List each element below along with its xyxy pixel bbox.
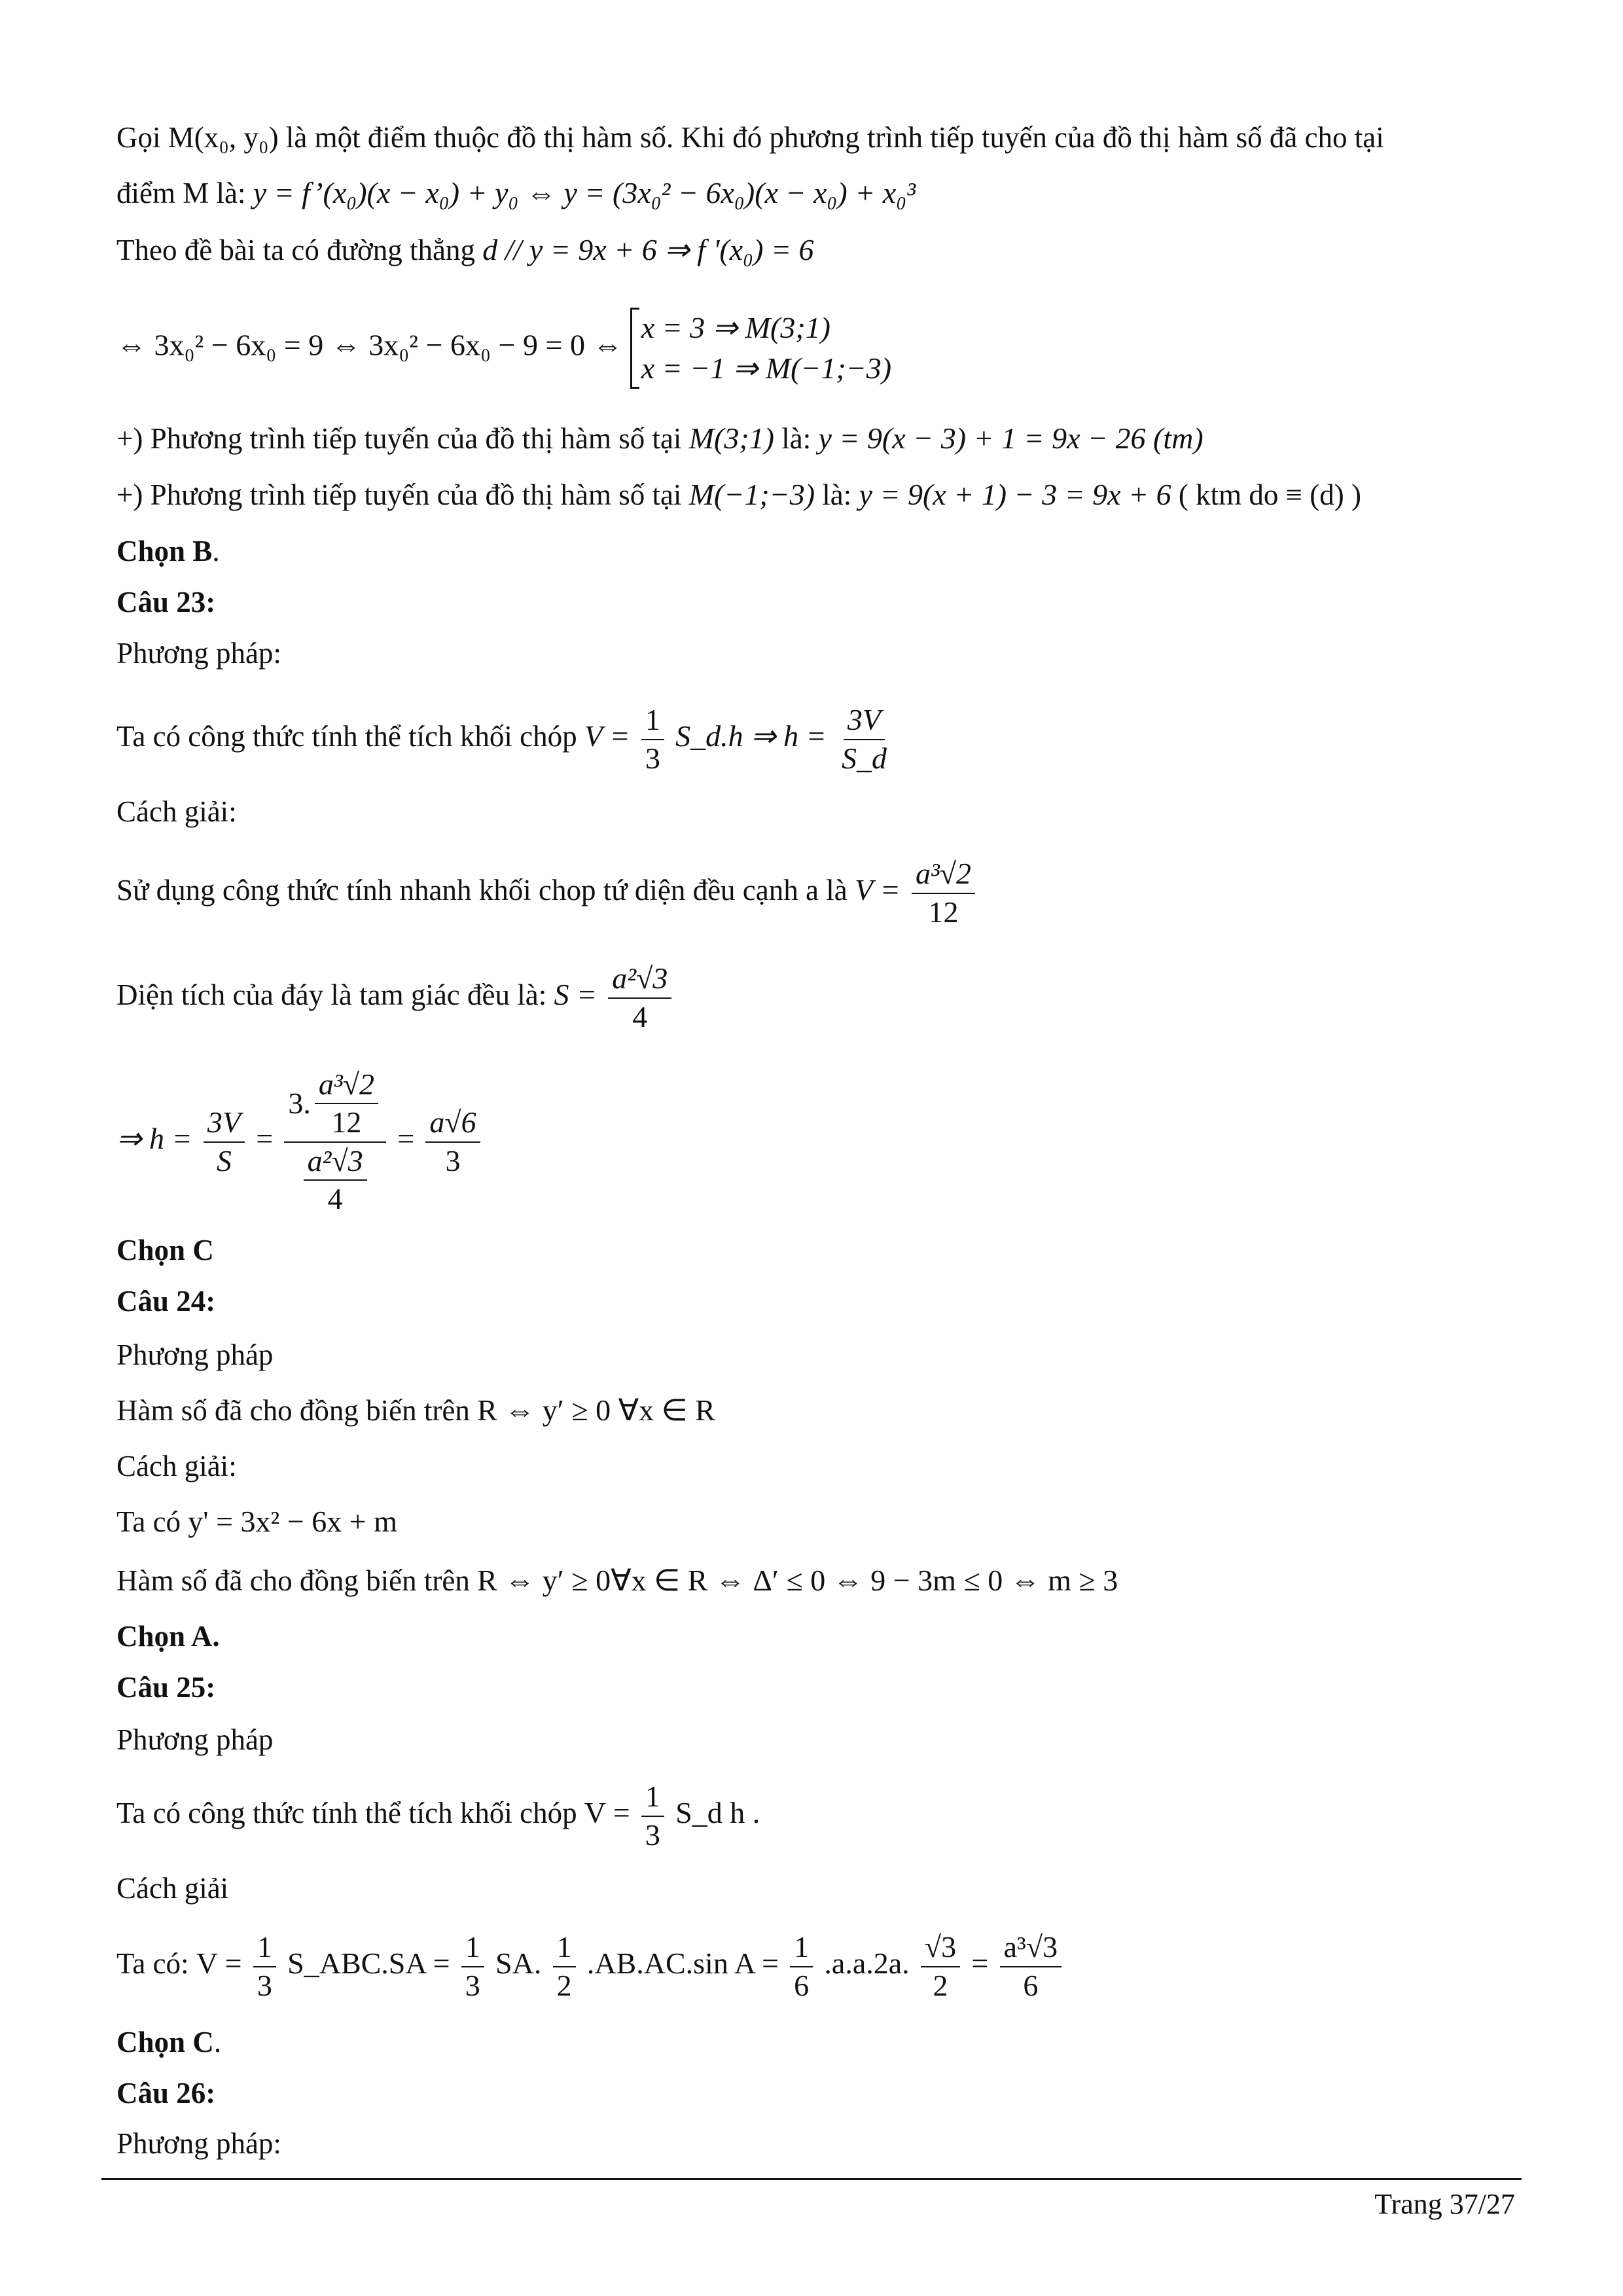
math-sabc: S_ABC.SA = [287,1946,450,1980]
line-formula-23 [116,694,895,779]
math-parallel-condition: d // y = 9x + 6 ⇒ f '(x₀) = 6 [482,233,814,266]
math-case-2: x = −1 ⇒ M(−1;−3) [641,351,892,385]
line-derivative-24 [116,1502,397,1541]
text-pp24: Phương pháp [116,1338,274,1371]
fraction-s25-2: $\frac{1}{3}$ [461,1931,484,2001]
text-ktm: ( ktm do ≡ (d) ) [1178,478,1361,511]
heading-cau-24-text: Câu 24: [116,1285,216,1318]
line-answer-c2 [116,2022,221,2062]
line-solution-24 [116,1561,1118,1600]
math-case-1: x = 3 ⇒ M(3;1) [641,311,830,344]
answer-c-2: Chọn C [116,2026,214,2058]
text-pp25: Phương pháp [116,1723,274,1756]
text-la-2: là: [822,478,859,511]
math-formula-24: R ⇔ y′ ≥ 0 ∀x ∈ R [477,1393,715,1427]
answer-c-1: Chọn C [116,1234,214,1266]
math-v-eq: V = [584,719,630,753]
math-sd-h: S_d.h ⇒ h = [675,719,827,753]
line-solve-x0 [116,308,891,389]
math-v-eq-3: V = [584,1796,630,1829]
fraction-one-third: $\frac{1}{3}$ [641,704,664,774]
fraction-3v-sd: $\frac{3V}{S\_d}$ [841,703,887,775]
text-point-m: điểm M là: [116,177,253,209]
line-volume-23 [116,848,979,933]
math-solution-24: R ⇔ y′ ≥ 0∀x ∈ R ⇔ Δ′ ≤ 0 ⇔ 9 − 3m ≤ 0 ⇔ m ≥ 3 [477,1564,1118,1597]
heading-cau-24 [116,1282,215,1321]
math-s-eq: S = [554,978,597,1011]
heading-cau-25-text: Câu 25: [116,1671,216,1704]
math-v-eq-2: V = [854,873,901,906]
text-parallel-condition: Theo đề bài ta có đường thẳng [116,234,483,266]
line-pp25 [116,1720,273,1759]
math-tangent-1: y = 9(x − 3) + 1 = 9x − 26 (tm) [818,422,1204,455]
text-cg23: Cách giải: [116,795,237,828]
case-bracket [630,308,891,389]
line-cg24 [116,1446,237,1486]
fraction-s25-6: $\frac{\text{a³√3}}{6}$ [1000,1931,1061,2001]
fraction-compound: 3. $\frac{\text{a³√2}}{12}$ $\frac{\text{a²√3}}{4}$ [284,1069,386,1215]
answer-a: Chọn A. [116,1620,220,1653]
line-answer-b [116,531,220,571]
fraction-inner-den: $\frac{\text{a²√3}}{4}$ [304,1145,367,1215]
fraction-s25-5: $\frac{√3}{2}$ [921,1931,960,2001]
text-area-23: Diện tích của đáy là tam giác đều là: [116,978,554,1011]
fraction-3v-s: $\frac{3V}{S}$ [204,1107,245,1177]
math-tangent-equation: y = f’(x₀)(x − x₀) + y₀ ⇔ y = (3x₀² − 6x₀)(x − x₀) + x₀³ [253,176,916,209]
math-sd-h-2: S_d h . [675,1796,760,1829]
line-tangent-2 [116,475,1361,514]
fraction-s25-4: $\frac{1}{6}$ [790,1931,813,2001]
text-derivative-24: Ta có [116,1505,188,1538]
fraction-s25-3: $\frac{1}{2}$ [553,1931,576,2001]
fraction-one-third-2: $\frac{1}{3}$ [641,1781,664,1851]
math-point-2: M(−1;−3) [688,478,815,511]
text-solution-24: Hàm số đã cho đồng biến trên [116,1564,478,1597]
page-number: Trang 37/27 [1374,2188,1515,2220]
text-pp26: Phương pháp: [116,2127,281,2160]
text-intro: Gọi M(x₀, y₀) là một điểm thuộc đồ thị hàm số. Khi đó phương trình tiếp tuyến của đồ thị hàm số đã cho tại [116,121,1384,154]
text-formula-25: Ta có công thức tính thể tích khối chóp [116,1797,584,1829]
math-h-eq: ⇒ h = [116,1122,192,1155]
math-eq-2: = [397,1122,415,1155]
footer-divider [101,2178,1522,2180]
text-cg25: Cách giải [116,1872,229,1905]
heading-cau-23-text: Câu 23: [116,586,216,619]
line-cg25 [116,1869,228,1908]
heading-cau-26-text: Câu 26: [116,2077,216,2109]
line-intro [116,118,1384,157]
math-v-eq-4: V = [196,1946,242,1980]
math-sa: SA. [495,1946,542,1980]
fraction-volume: $\frac{\text{a³√2}}{12}$ [912,858,975,928]
line-answer-a [116,1617,220,1656]
line-pp26 [116,2124,281,2163]
heading-cau-26 [116,2073,215,2113]
math-a-a-2a: .a.a.2a. [824,1946,910,1980]
fraction-s25-1: $\frac{1}{3}$ [253,1931,276,2001]
text-formula-24: Hàm số đã cho đồng biến trên [116,1394,478,1427]
math-tangent-2: y = 9(x + 1) − 3 = 9x + 6 [859,478,1171,511]
line-area-23 [116,952,675,1037]
math-derivative-24: y' = 3x² − 6x + m [188,1505,397,1538]
answer-b-dot: . [212,535,220,567]
fraction-result: $\frac{a√6}{3}$ [425,1107,480,1177]
line-tangent-equation [116,173,916,213]
text-tangent-1: +) Phương trình tiếp tuyến của đồ thị hàm số tại [116,422,689,455]
fraction-inner-num: $\frac{\text{a³√2}}{12}$ [315,1069,378,1139]
line-solution-25 [116,1921,1065,2006]
fraction-area: $\frac{\text{a²√3}}{4}$ [608,963,671,1033]
line-cg23 [116,792,237,831]
math-eq-3: = [971,1946,989,1980]
text-solution-25: Ta có: [116,1947,196,1980]
line-parallel-condition [116,230,814,270]
line-answer-c1 [116,1230,214,1270]
text-cg24: Cách giải: [116,1450,237,1482]
answer-c-2-dot: . [213,2026,222,2058]
line-pp24 [116,1335,273,1374]
math-point-1: M(3;1) [688,422,774,455]
text-tangent-2: +) Phương trình tiếp tuyến của đồ thị hàm số tại [116,478,689,511]
line-tangent-1 [116,419,1204,458]
answer-b: Chọn B [116,535,213,567]
heading-cau-23 [116,583,215,622]
text-pp23: Phương pháp: [116,637,281,670]
text-la-1: là: [781,422,819,455]
heading-cau-25 [116,1668,215,1707]
math-solve-x0: ⇔ 3x₀² − 6x₀ = 9 ⇔ 3x₀² − 6x₀ − 9 = 0 ⇔ [116,328,623,362]
line-height-23 [116,1054,484,1224]
line-formula-24 [116,1391,715,1430]
text-formula-23: Ta có công thức tính thể tích khối chóp [116,720,584,753]
line-pp23 [116,634,281,673]
math-ab-ac: .AB.AC.sin A = [586,1946,779,1980]
line-formula-25 [116,1770,760,1856]
text-volume-23: Sử dụng công thức tính nhanh khối chop tứ diện đều cạnh a là [116,874,855,906]
math-eq-1: = [256,1122,274,1155]
